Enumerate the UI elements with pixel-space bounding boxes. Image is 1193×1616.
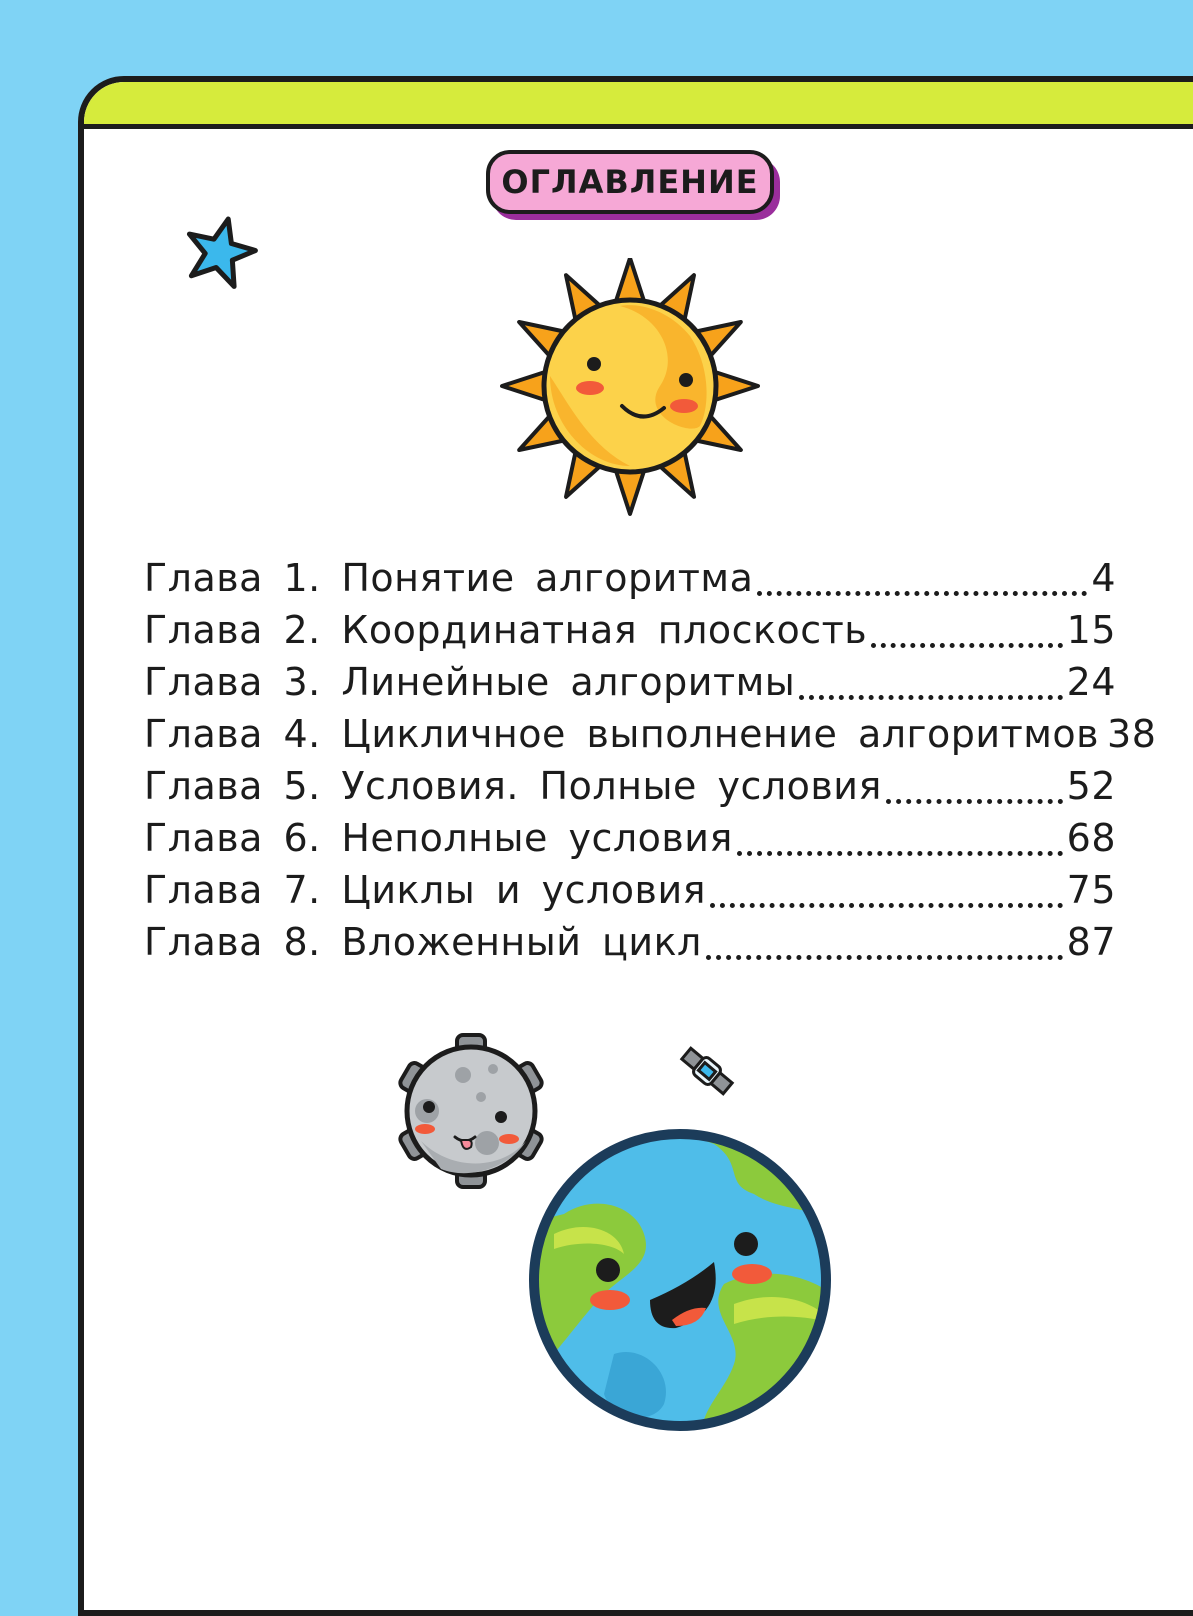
- toc-entry[interactable]: [144, 764, 1116, 816]
- toc-entry-label: Глава 2. Координатная плоскость: [144, 608, 868, 652]
- toc-entry-label: Глава 1. Понятие алгоритма: [144, 556, 754, 600]
- toc-entry[interactable]: [144, 868, 1116, 920]
- toc-entry[interactable]: [144, 660, 1116, 712]
- toc-entry-page: 75: [1066, 868, 1116, 912]
- toc-entry[interactable]: [144, 920, 1116, 972]
- toc-entry[interactable]: [144, 816, 1116, 868]
- toc-entry[interactable]: [144, 556, 1116, 608]
- toc-entry-label: Глава 3. Линейные алгоритмы: [144, 660, 796, 704]
- toc-entry-page: 52: [1066, 764, 1116, 808]
- toc-leader-dots: [871, 635, 1062, 648]
- top-bar: [84, 82, 1193, 129]
- toc-entry-page: 68: [1066, 816, 1116, 860]
- toc-entry-label: Глава 5. Условия. Полные условия: [144, 764, 882, 808]
- table-of-contents: [144, 556, 1157, 972]
- toc-entry-page: 38: [1107, 712, 1157, 756]
- toc-leader-dots: [706, 947, 1063, 960]
- star-icon: [180, 212, 260, 292]
- toc-entry[interactable]: [144, 712, 1157, 764]
- toc-entry-label: Глава 8. Вложенный цикл: [144, 920, 702, 964]
- toc-leader-dots: [886, 791, 1063, 804]
- toc-entry-page: 15: [1066, 608, 1116, 652]
- toc-entry-page: 87: [1066, 920, 1116, 964]
- toc-leader-dots: [737, 843, 1063, 856]
- toc-leader-dots: [757, 583, 1087, 596]
- title-badge: [486, 150, 782, 222]
- toc-entry-label: Глава 6. Неполные условия: [144, 816, 733, 860]
- earth-icon: [524, 1124, 836, 1436]
- toc-entry-page: 4: [1091, 556, 1116, 600]
- sun-icon: [500, 258, 760, 528]
- toc-entry-label: Глава 4. Цикличное выполнение алгоритмов: [144, 712, 1100, 756]
- toc-leader-dots: [710, 895, 1063, 908]
- toc-entry[interactable]: [144, 608, 1116, 660]
- satellite-icon: [676, 1040, 738, 1102]
- page-title: ОГЛАВЛЕНИЕ: [501, 163, 759, 201]
- toc-entry-page: 24: [1066, 660, 1116, 704]
- toc-entry-label: Глава 7. Циклы и условия: [144, 868, 707, 912]
- toc-leader-dots: [799, 687, 1062, 700]
